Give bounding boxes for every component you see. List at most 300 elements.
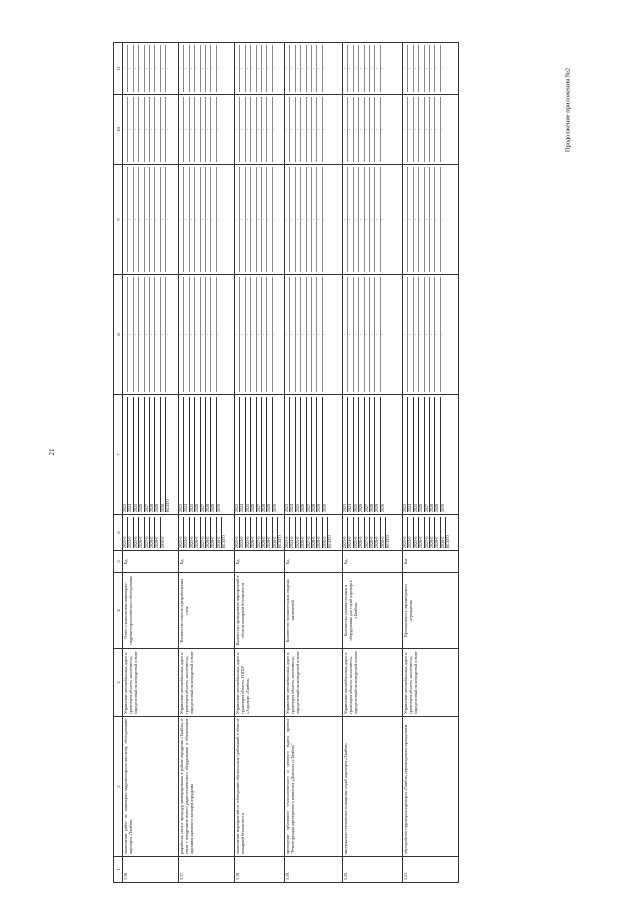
value-line: 2029: [211, 397, 216, 512]
row-col-8: [403, 275, 459, 395]
dash-line: -: [285, 97, 290, 162]
dash-line: -: [257, 167, 262, 272]
value-line: 2028: [262, 397, 267, 512]
dash-line: -: [296, 277, 301, 392]
dash-line: -: [435, 277, 440, 392]
dash-line: -: [425, 97, 430, 162]
row-unit: Км: [403, 551, 459, 573]
dash-line: -: [184, 167, 189, 272]
dash-line: -: [348, 45, 353, 92]
dash-line: -: [165, 333, 171, 336]
dash-line: -: [348, 167, 353, 272]
dash-line: -: [267, 45, 272, 92]
dash-line: -: [425, 167, 430, 272]
dash-line: -: [379, 128, 385, 131]
dash-line: -: [201, 45, 206, 92]
value-line: 2029: [375, 397, 380, 512]
value-line: 2028-0: [150, 517, 155, 548]
row-col-8: [235, 275, 285, 395]
row-col-9: [285, 165, 343, 275]
table-row: [403, 43, 459, 883]
dash-line: -: [343, 167, 348, 272]
table-landscape: [113, 43, 533, 883]
value-line: 2025-0: [246, 517, 251, 548]
value-line: 2028-0: [206, 517, 211, 548]
row-name: обустройство территории аэропорта «Тамбов» периметровым ограждением: [403, 717, 459, 857]
header-cell: 3: [114, 649, 123, 717]
row-executor: Управление автомобильных дорог и транспорта области, исполнитель, определенный на конкурсной основе: [285, 649, 343, 717]
value-line: 2026-0: [359, 517, 364, 548]
dash-line: -: [370, 167, 375, 272]
dash-line: -: [375, 45, 380, 92]
dash-line: -: [296, 97, 301, 162]
dash-line: -: [161, 277, 166, 392]
dash-line: -: [251, 167, 256, 272]
dash-line: -: [128, 45, 133, 92]
dash-line: -: [375, 167, 380, 272]
dash-line: -: [139, 45, 144, 92]
table-row: [343, 43, 403, 883]
row-number: 3.21.: [403, 857, 459, 883]
dash-line: -: [128, 277, 133, 392]
dash-line: -: [123, 277, 128, 392]
row-number: 3.20.: [343, 857, 403, 883]
row-col-10: [179, 95, 235, 165]
row-indicator: Количество отчетов и разработанных схем: [179, 573, 235, 649]
value-line: 2025: [134, 397, 139, 512]
dash-line: -: [370, 45, 375, 92]
header-cell: 8: [114, 275, 123, 395]
value-line: 2025-0: [296, 517, 301, 548]
value-line: 2024: [240, 397, 245, 512]
value-line: 2027-0: [257, 517, 262, 548]
row-number: 3.16.: [123, 857, 179, 883]
value-line: 2025: [190, 397, 195, 512]
dash-line: -: [145, 277, 150, 392]
row-name: выполнение мероприятий по соблюдению обязательных требований в области пожарной безопасности: [235, 717, 285, 857]
value-line: 2030-0: [273, 517, 278, 548]
row-unit: Ед.: [179, 551, 235, 573]
row-number: 3.17.: [179, 857, 235, 883]
row-indicator: Количество положительных сводных заключений: [285, 573, 343, 649]
dash-line: -: [414, 167, 419, 272]
dash-line: -: [354, 45, 359, 92]
dash-line: -: [408, 277, 413, 392]
dash-line: -: [271, 218, 277, 221]
dash-line: -: [240, 45, 245, 92]
row-col-11: [235, 43, 285, 95]
row-col-9: [343, 165, 403, 275]
dash-line: -: [365, 167, 370, 272]
dash-line: -: [206, 277, 211, 392]
value-line: 2026-0: [251, 517, 256, 548]
value-line: 2030: [271, 504, 277, 512]
dash-line: -: [435, 45, 440, 92]
dash-line: -: [190, 167, 195, 272]
value-line: 2023: [403, 397, 408, 512]
dash-line: -: [439, 67, 445, 70]
dash-line: -: [257, 277, 262, 392]
value-line: 2026-0: [195, 517, 200, 548]
value-line: ВСЕГО: [221, 535, 227, 548]
dash-line: -: [419, 97, 424, 162]
dash-line: -: [257, 97, 262, 162]
dash-line: -: [262, 97, 267, 162]
value-line: 2023-0: [123, 517, 128, 548]
value-line: 2027: [365, 397, 370, 512]
dash-line: -: [375, 97, 380, 162]
dash-line: -: [251, 277, 256, 392]
dash-line: -: [271, 333, 277, 336]
value-line: 2030-0: [381, 517, 386, 548]
value-line: 2023-0: [343, 517, 348, 548]
value-line: 2024-0: [184, 517, 189, 548]
value-line: 2028: [370, 397, 375, 512]
value-line: 2026: [419, 397, 424, 512]
table-row: [235, 43, 285, 883]
dash-line: -: [425, 277, 430, 392]
value-line: 2026-0: [139, 517, 144, 548]
dash-line: -: [359, 97, 364, 162]
row-col-10: [343, 95, 403, 165]
dash-line: -: [201, 97, 206, 162]
dash-line: -: [161, 167, 166, 272]
dash-line: -: [439, 333, 445, 336]
dash-line: -: [240, 277, 245, 392]
value-line: 2024: [408, 397, 413, 512]
header-cell: 2: [114, 717, 123, 857]
row-col-11: [123, 43, 179, 95]
dash-line: -: [165, 218, 171, 221]
dash-line: -: [184, 97, 189, 162]
value-line: 2027-0: [425, 517, 430, 548]
rotated-table-area: [113, 43, 533, 883]
dash-line: -: [179, 277, 184, 392]
dash-line: -: [321, 333, 327, 336]
row-indicator: Протяженность периметрового ограждения: [403, 573, 459, 649]
value-line: ВСЕГО: [277, 535, 283, 548]
dash-line: -: [271, 67, 277, 70]
program-table: [113, 42, 459, 883]
row-values-col6: [179, 515, 235, 551]
value-line: 2030-0: [441, 517, 446, 548]
dash-line: -: [139, 167, 144, 272]
value-line: 2024: [290, 397, 295, 512]
row-executor: Управление автомобильных дорог и транспорта области, исполнитель, определенный на конкурсной основе: [123, 649, 179, 717]
value-line: 2024-0: [408, 517, 413, 548]
value-line: 2027: [425, 397, 430, 512]
value-line: ВСЕГО: [385, 535, 391, 548]
value-line: 2023-0: [403, 517, 408, 548]
row-col-9: [403, 165, 459, 275]
dash-line: -: [215, 67, 221, 70]
value-line: 2029: [435, 397, 440, 512]
value-line: 2024-0: [128, 517, 133, 548]
header-cell: 5: [114, 551, 123, 573]
dash-line: -: [201, 167, 206, 272]
value-line: 2030: [161, 397, 166, 512]
value-line: 2023: [179, 397, 184, 512]
dash-line: -: [317, 45, 322, 92]
dash-line: -: [290, 45, 295, 92]
row-col-8: [285, 275, 343, 395]
dash-line: -: [312, 97, 317, 162]
row-col-11: [343, 43, 403, 95]
value-line: 2027-0: [365, 517, 370, 548]
row-unit: Ед.: [123, 551, 179, 573]
dash-line: -: [161, 45, 166, 92]
row-col-9: [123, 165, 179, 275]
dash-line: -: [195, 97, 200, 162]
dash-line: -: [262, 45, 267, 92]
value-line: 2030-0: [159, 536, 165, 548]
dash-line: -: [165, 128, 171, 131]
dash-line: -: [375, 277, 380, 392]
row-unit: Ед.: [235, 551, 285, 573]
value-line: 2026: [359, 397, 364, 512]
value-line: 2030-0: [323, 517, 328, 548]
value-line: 2023-0: [179, 517, 184, 548]
dash-line: -: [307, 97, 312, 162]
dash-line: -: [414, 277, 419, 392]
row-col-10: [403, 95, 459, 165]
dash-line: -: [301, 97, 306, 162]
dash-line: -: [439, 218, 445, 221]
dash-line: -: [165, 67, 171, 70]
dash-line: -: [134, 97, 139, 162]
value-line: 2027-0: [145, 517, 150, 548]
dash-line: -: [321, 218, 327, 221]
row-col-11: [179, 43, 235, 95]
dash-line: -: [211, 45, 216, 92]
value-line: 2026: [139, 397, 144, 512]
table-row: [179, 43, 235, 883]
dash-line: -: [435, 97, 440, 162]
value-line: 2026: [301, 397, 306, 512]
dash-line: -: [419, 277, 424, 392]
dash-line: -: [155, 97, 160, 162]
row-executor: Управление автомобильных дорог и транспорта области, исполнитель, определенный на конкурсной основе: [403, 649, 459, 717]
dash-line: -: [403, 45, 408, 92]
dash-line: -: [139, 97, 144, 162]
row-values-col6: [123, 515, 179, 551]
dash-line: -: [317, 167, 322, 272]
value-line: 2028-0: [312, 517, 317, 548]
value-line: 2023: [235, 397, 240, 512]
row-values-col7: [343, 395, 403, 515]
dash-line: -: [296, 45, 301, 92]
dash-line: -: [139, 277, 144, 392]
header-cell: 9: [114, 165, 123, 275]
dash-line: -: [285, 45, 290, 92]
row-values-col7: [123, 395, 179, 515]
dash-line: -: [307, 45, 312, 92]
dash-line: -: [262, 167, 267, 272]
dash-line: -: [195, 167, 200, 272]
dash-line: -: [267, 97, 272, 162]
value-line: 2027: [257, 397, 262, 512]
dash-line: -: [425, 45, 430, 92]
value-line: 2025-0: [190, 517, 195, 548]
row-col-10: [285, 95, 343, 165]
dash-line: -: [184, 45, 189, 92]
dash-line: -: [403, 97, 408, 162]
value-line: 2029: [267, 397, 272, 512]
value-line: 2027: [201, 397, 206, 512]
value-line: ВСЕГО: [445, 535, 451, 548]
value-line: 2023: [123, 397, 128, 512]
dash-line: -: [408, 45, 413, 92]
page-number: 21: [48, 448, 56, 456]
dash-line: -: [370, 97, 375, 162]
dash-line: -: [419, 45, 424, 92]
row-col-9: [235, 165, 285, 275]
row-col-8: [123, 275, 179, 395]
dash-line: -: [206, 45, 211, 92]
value-line: 2028: [206, 397, 211, 512]
dash-line: -: [296, 167, 301, 272]
value-line: 2028-0: [370, 517, 375, 548]
dash-line: -: [215, 218, 221, 221]
dash-line: -: [359, 167, 364, 272]
dash-line: -: [235, 277, 240, 392]
dash-line: -: [179, 97, 184, 162]
dash-line: -: [123, 45, 128, 92]
header-cell: 7: [114, 395, 123, 515]
row-name: материально-техническое оснащение служб аэропорта «Тамбов»: [343, 717, 403, 857]
row-indicator: Отчет о выполнении инженерно-гидрометеорологического обследования: [123, 573, 179, 649]
value-line: 2026: [195, 397, 200, 512]
value-line: 2025: [414, 397, 419, 512]
dash-line: -: [354, 167, 359, 272]
header-cell: 6: [114, 515, 123, 551]
dash-line: -: [285, 277, 290, 392]
value-line: 2024-0: [290, 517, 295, 548]
row-executor: Управление автомобильных дорог и транспорта области, исполнитель, определенный на конкурсной основе: [179, 649, 235, 717]
header-cell: 4: [114, 573, 123, 649]
dash-line: -: [128, 97, 133, 162]
dash-line: -: [365, 97, 370, 162]
dash-line: -: [123, 167, 128, 272]
value-line: 2030: [379, 504, 385, 512]
dash-line: -: [354, 277, 359, 392]
value-line: 2024: [128, 397, 133, 512]
dash-line: -: [190, 97, 195, 162]
dash-line: -: [317, 97, 322, 162]
dash-line: -: [235, 97, 240, 162]
value-line: 2026-0: [419, 517, 424, 548]
value-line: 2030: [215, 504, 221, 512]
row-number: 3.18.: [235, 857, 285, 883]
value-line: 2027-0: [201, 517, 206, 548]
value-line: 2029-0: [375, 517, 380, 548]
dash-line: -: [439, 128, 445, 131]
dash-line: -: [257, 45, 262, 92]
header-cell: 10: [114, 95, 123, 165]
dash-line: -: [430, 97, 435, 162]
dash-line: -: [155, 45, 160, 92]
dash-line: -: [370, 277, 375, 392]
dash-line: -: [307, 167, 312, 272]
row-number: 3.19.: [285, 857, 343, 883]
dash-line: -: [184, 277, 189, 392]
row-indicator: Количество проведенных мероприятий в области пожарной безопасности: [235, 573, 285, 649]
dash-line: -: [403, 277, 408, 392]
dash-line: -: [359, 45, 364, 92]
row-values-col7: [235, 395, 285, 515]
row-values-col6: [285, 515, 343, 551]
header-cell: 11: [114, 43, 123, 95]
value-line: 2028-0: [430, 517, 435, 548]
dash-line: -: [285, 167, 290, 272]
value-line: 2029-0: [155, 517, 160, 548]
dash-line: -: [235, 167, 240, 272]
dash-line: -: [161, 97, 166, 162]
dash-line: -: [271, 128, 277, 131]
dash-line: -: [348, 277, 353, 392]
dash-line: -: [215, 128, 221, 131]
dash-line: -: [290, 167, 295, 272]
dash-line: -: [206, 167, 211, 272]
value-line: 2025: [296, 397, 301, 512]
dash-line: -: [365, 45, 370, 92]
dash-line: -: [155, 167, 160, 272]
value-line: 2025: [354, 397, 359, 512]
dash-line: -: [246, 97, 251, 162]
dash-line: -: [414, 45, 419, 92]
dash-line: -: [403, 167, 408, 272]
dash-line: -: [408, 97, 413, 162]
value-line: ВСЕГО: [327, 535, 333, 548]
header-cell: 1: [114, 857, 123, 883]
row-indicator: Количество единиц техники и оборудования для служб аэропорта «Тамбов»: [343, 573, 403, 649]
dash-line: -: [195, 277, 200, 392]
row-values-col7: [179, 395, 235, 515]
value-line: 2025-0: [414, 517, 419, 548]
dash-line: -: [414, 97, 419, 162]
value-line: 2029-0: [211, 517, 216, 548]
dash-line: -: [430, 277, 435, 392]
value-line: 2023-0: [285, 517, 290, 548]
value-line: 2023: [285, 397, 290, 512]
dash-line: -: [195, 45, 200, 92]
dash-line: -: [145, 97, 150, 162]
table-row: [123, 43, 179, 883]
dash-line: -: [150, 97, 155, 162]
dash-line: -: [128, 167, 133, 272]
row-executor: Управление автомобильных дорог и транспорта области, ТОГБУ «Аэропорт «Тамбов»: [235, 649, 285, 717]
dash-line: -: [211, 277, 216, 392]
dash-line: -: [150, 45, 155, 92]
value-line: 2027: [145, 397, 150, 512]
row-unit: Ед.: [285, 551, 343, 573]
table-row: [285, 43, 343, 883]
dash-line: -: [201, 277, 206, 392]
dash-line: -: [155, 277, 160, 392]
dash-line: -: [190, 277, 195, 392]
row-col-9: [179, 165, 235, 275]
dash-line: -: [321, 67, 327, 70]
dash-line: -: [251, 97, 256, 162]
row-executor: Управление автомобильных дорог и транспорта области, исполнитель, определенный на конкурсной основе: [343, 649, 403, 717]
row-col-11: [403, 43, 459, 95]
dash-line: -: [267, 167, 272, 272]
value-line: 2029-0: [435, 517, 440, 548]
dash-line: -: [301, 277, 306, 392]
row-unit: Ед.: [343, 551, 403, 573]
value-line: 2027: [307, 397, 312, 512]
dash-line: -: [430, 45, 435, 92]
